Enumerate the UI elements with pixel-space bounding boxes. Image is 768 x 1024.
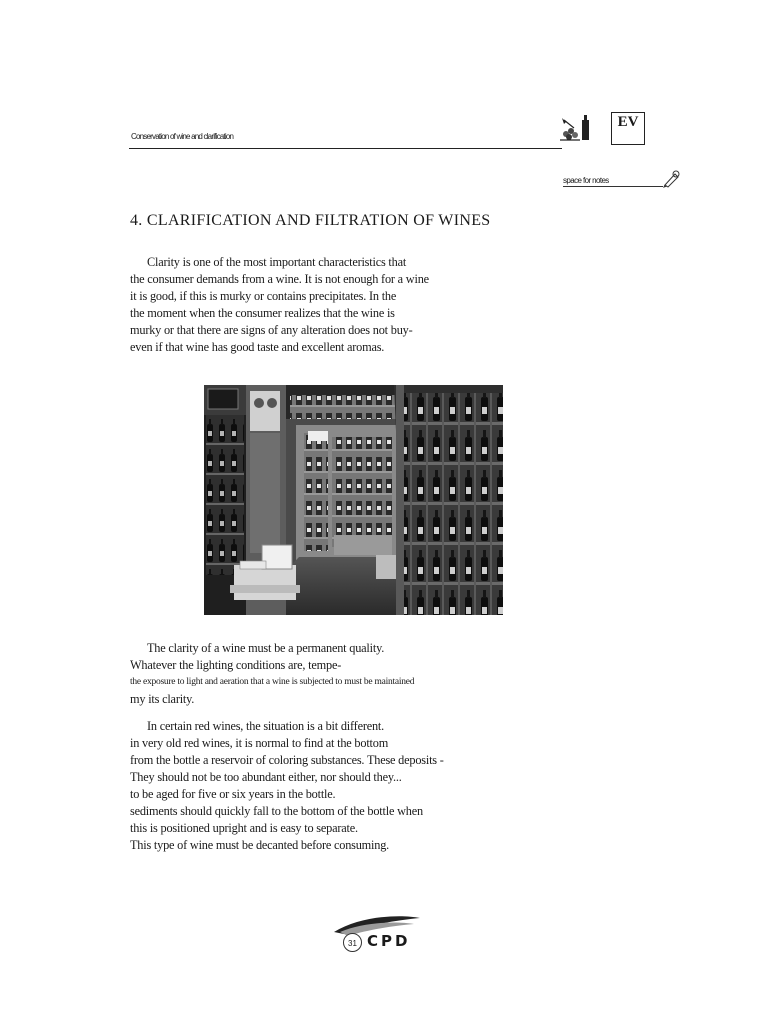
text-line: the moment when the consumer realizes that the wine is [130, 306, 395, 320]
section-title: 4. CLARIFICATION AND FILTRATION OF WINES [130, 212, 491, 229]
brand-mark: CPD [367, 932, 411, 950]
text-line: They should not be too abundant either, nor should they... [130, 770, 402, 784]
text-line: murky or that there are signs of any alteration does not buy- [130, 323, 413, 337]
pencil-icon [662, 170, 682, 188]
wine-bottle-logo-icon [556, 114, 592, 142]
page-number: 31 [343, 933, 362, 952]
paragraph-intro [130, 254, 465, 356]
paragraph-red-wines [130, 718, 465, 854]
text-line: The clarity of a wine must be a permanent quality. [147, 641, 385, 655]
text-line: my its clarity. [130, 692, 195, 706]
text-line: This type of wine must be decanted before consuming. [130, 838, 390, 852]
text-line: the consumer demands from a wine. It is not enough for a wine [130, 272, 429, 286]
text-line: in very old red wines, it is normal to find at the bottom [130, 736, 389, 750]
text-line: this is positioned upright and is easy to separate. [130, 821, 358, 835]
notes-label: space for notes [563, 176, 609, 185]
text-line: Clarity is one of the most important characteristics that [147, 255, 407, 269]
text-line: from the bottle a reservoir of coloring substances. These deposits - [130, 753, 444, 767]
text-line: In certain red wines, the situation is a bit different. [147, 719, 385, 733]
text-line: to be aged for five or six years in the bottle. [130, 787, 336, 801]
header-rule [129, 148, 562, 149]
text-line: the exposure to light and aeration that a wine is subjected to must be maintained [130, 677, 415, 687]
notes-rule [563, 186, 663, 187]
text-line: sediments should quickly fall to the bottom of the bottle when [130, 804, 423, 818]
text-line: it is good, if this is murky or contains precipitates. In the [130, 289, 397, 303]
paragraph-permanent-quality [130, 640, 465, 708]
running-head: Conservation of wine and clarification [131, 132, 234, 141]
wine-cellar-photo [204, 385, 503, 615]
text-line: even if that wine has good taste and excellent aromas. [130, 340, 385, 354]
text-line: Whatever the lighting conditions are, tempe- [130, 658, 342, 672]
ev-badge: EV [611, 112, 645, 145]
